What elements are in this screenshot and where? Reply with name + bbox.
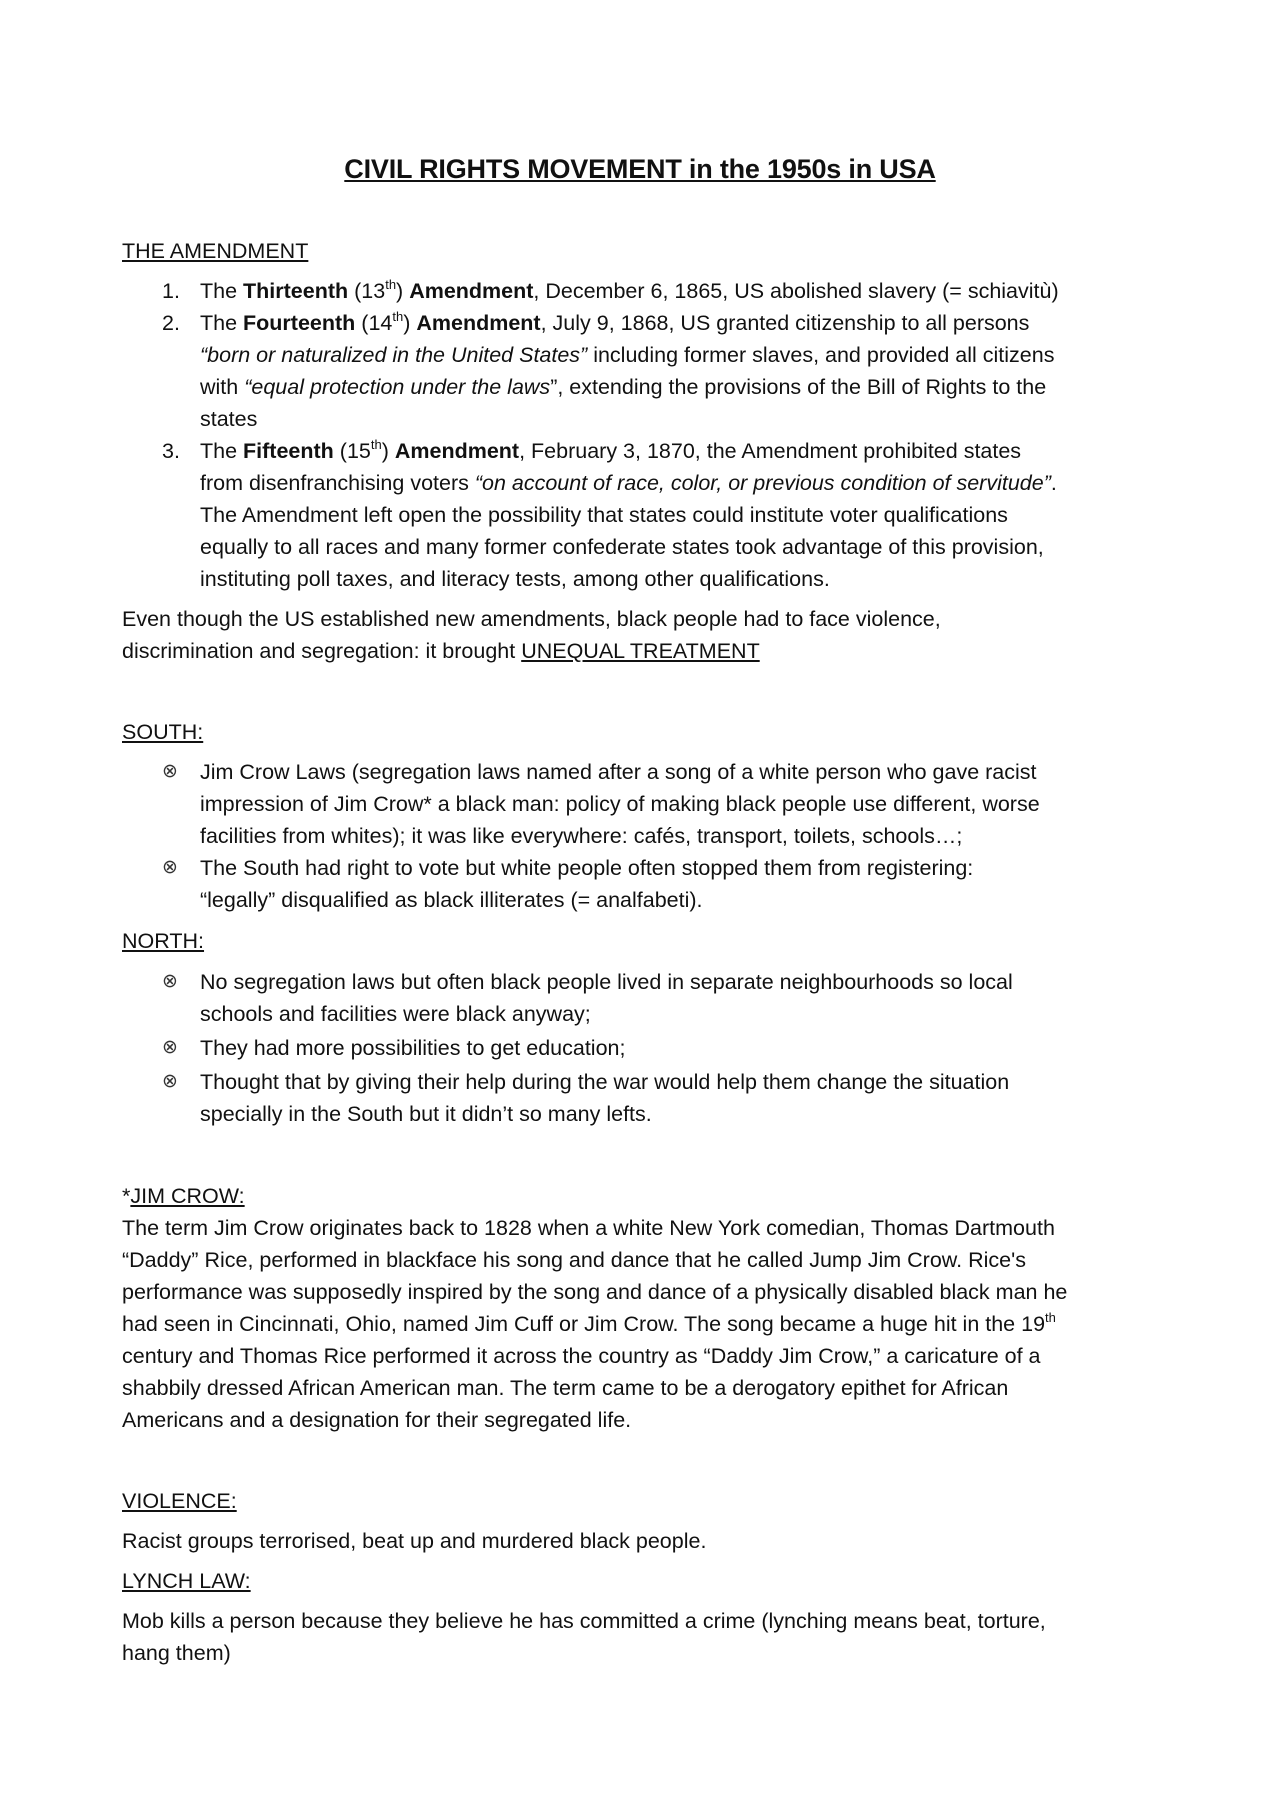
amendment-item-14-line2 — [200, 339, 1054, 371]
text-run: . — [1050, 471, 1057, 495]
text-run: ) — [396, 279, 410, 303]
italic-run: “on account of race, color, or previous condition of servitude” — [474, 471, 1051, 495]
circled-x-icon: ⊗ — [162, 857, 178, 878]
south-item-1-line3: facilities from whites); it was like everywhere: cafés, transport, toilets, schools…; — [200, 824, 963, 848]
text-run: (13 — [348, 279, 386, 303]
bold-run: Thirteenth — [243, 279, 349, 303]
lynch-heading: LYNCH LAW: — [122, 1569, 251, 1593]
bold-run: Amendment — [416, 311, 541, 335]
text-run: from disenfranchising voters — [200, 471, 475, 495]
page-title: CIVIL RIGHTS MOVEMENT in the 1950s in USA — [344, 154, 936, 184]
south-item-2-line1: The South had right to vote but white people often stopped them from registering: — [200, 856, 974, 880]
text-run: The — [200, 311, 244, 335]
north-heading: NORTH: — [122, 929, 205, 953]
jimcrow-heading-label: JIM CROW: — [130, 1184, 245, 1208]
text-run: , July 9, 1868, US granted citizenship to all persons — [540, 311, 1030, 335]
circled-x-icon: ⊗ — [162, 1037, 178, 1058]
unequal-treatment-label: UNEQUAL TREATMENT — [521, 639, 760, 663]
jimcrow-line1: The term Jim Crow originates back to 1828 when a white New York comedian, Thomas Dartmouth — [122, 1216, 1055, 1240]
amendment-item-14-line3 — [200, 371, 1046, 403]
jimcrow-line7: Americans and a designation for their segregated life. — [122, 1408, 632, 1432]
italic-run: “born or naturalized in the United States” — [200, 343, 588, 367]
jimcrow-heading — [122, 1180, 1172, 1212]
text-run: ”, extending the provisions of the Bill of Rights to the — [550, 375, 1047, 399]
amendment-item-15-line5: instituting poll taxes, and literacy tests, among other qualifications. — [200, 567, 830, 591]
text-run: ) — [381, 439, 395, 463]
superscript: th — [1045, 1309, 1056, 1325]
text-run: The — [200, 279, 244, 303]
north-item-3-line1: Thought that by giving their help during the war would help them change the situation — [200, 1070, 1010, 1094]
summary-line2 — [122, 635, 1172, 667]
north-item-1-line2: schools and facilities were black anyway; — [200, 1002, 591, 1026]
summary-line1: Even though the US established new amendments, black people had to face violence, — [122, 607, 941, 631]
lynch-line2: hang them) — [122, 1641, 231, 1665]
amendment-item-14-line4: states — [200, 407, 258, 431]
amendment-item-13 — [200, 275, 1059, 307]
superscript: th — [370, 436, 382, 452]
amendment-item-14-line1 — [200, 307, 1029, 339]
violence-text: Racist groups terrorised, beat up and murdered black people. — [122, 1529, 707, 1553]
item-number: 3. — [162, 439, 180, 463]
south-item-2-line2: “legally” disqualified as black illiterates (= analfabeti). — [200, 888, 703, 912]
text-run: had seen in Cincinnati, Ohio, named Jim Cuff or Jim Crow. The song became a huge hit in the 19 — [122, 1312, 1046, 1336]
item-number: 1. — [162, 279, 180, 303]
south-item-1-line1: Jim Crow Laws (segregation laws named after a song of a white person who gave racist — [200, 760, 1037, 784]
text-run: with — [200, 375, 245, 399]
bold-run: Amendment — [394, 439, 520, 463]
asterisk: * — [122, 1184, 131, 1208]
text-run: (15 — [333, 439, 371, 463]
circled-x-icon: ⊗ — [162, 1071, 178, 1092]
jimcrow-line5: century and Thomas Rice performed it across the country as “Daddy Jim Crow,” a caricature of a — [122, 1344, 1041, 1368]
lynch-line1: Mob kills a person because they believe he has committed a crime (lynching means beat, torture, — [122, 1609, 1046, 1633]
text-run: , February 3, 1870, the Amendment prohibited states — [519, 439, 1022, 463]
italic-run: “equal protection under the laws — [244, 375, 551, 399]
bold-run: Fourteenth — [243, 311, 356, 335]
text-run: ) — [403, 311, 417, 335]
south-item-1-line2: impression of Jim Crow* a black man: policy of making black people use different, worse — [200, 792, 1040, 816]
text-run: (14 — [355, 311, 393, 335]
amendment-heading: THE AMENDMENT — [122, 239, 309, 263]
south-heading: SOUTH: — [122, 720, 204, 744]
north-item-2-line1: They had more possibilities to get education; — [200, 1036, 626, 1060]
amendment-item-15-line2 — [200, 467, 1057, 499]
item-number: 2. — [162, 311, 180, 335]
north-item-3-line2: specially in the South but it didn’t so many lefts. — [200, 1102, 652, 1126]
text-run: , December 6, 1865, US abolished slavery (= schiavitù) — [533, 279, 1059, 303]
jimcrow-line6: shabbily dressed African American man. The term came to be a derogatory epithet for African — [122, 1376, 1009, 1400]
amendment-item-15-line4: equally to all races and many former confederate states took advantage of this provision, — [200, 535, 1044, 559]
text-run: discrimination and segregation: it brought — [122, 639, 522, 663]
superscript: th — [392, 308, 404, 324]
jimcrow-line4 — [122, 1308, 1172, 1340]
bold-run: Fifteenth — [243, 439, 334, 463]
violence-heading: VIOLENCE: — [122, 1489, 237, 1513]
text-run: including former slaves, and provided all citizens — [587, 343, 1055, 367]
amendment-item-15-line3: The Amendment left open the possibility that states could institute voter qualifications — [200, 503, 1008, 527]
text-run: The — [200, 439, 244, 463]
amendment-item-15-line1 — [200, 435, 1021, 467]
bold-run: Amendment — [409, 279, 534, 303]
circled-x-icon: ⊗ — [162, 971, 178, 992]
superscript: th — [385, 276, 397, 292]
circled-x-icon: ⊗ — [162, 761, 178, 782]
jimcrow-line3: performance was supposedly inspired by the song and dance of a physically disabled black man he — [122, 1280, 1068, 1304]
north-item-1-line1: No segregation laws but often black people lived in separate neighbourhoods so local — [200, 970, 1013, 994]
jimcrow-line2: “Daddy” Rice, performed in blackface his song and dance that he called Jump Jim Crow. Rice's — [122, 1248, 1026, 1272]
